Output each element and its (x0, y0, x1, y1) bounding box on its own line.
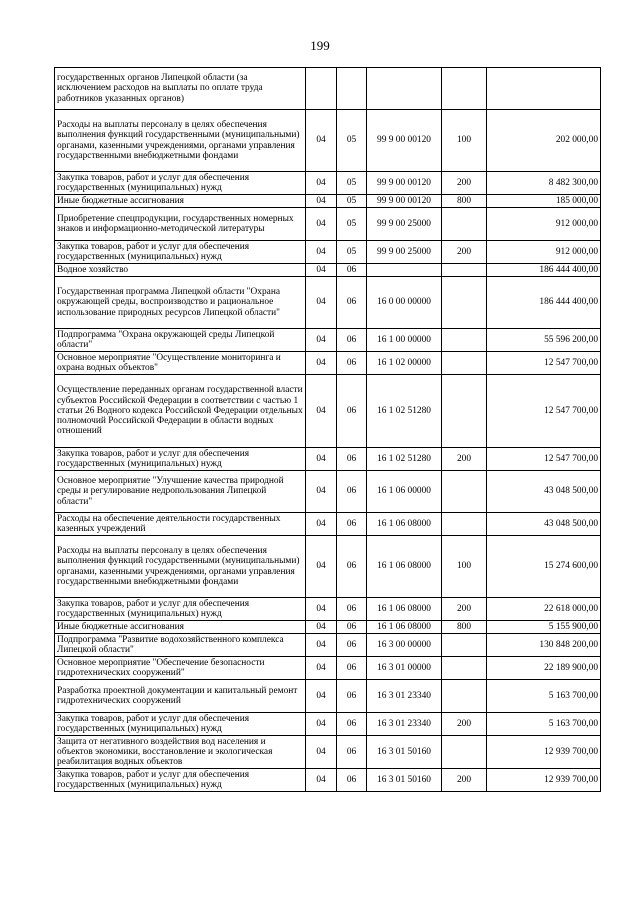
table-row (55, 598, 601, 621)
target-article-code: 16 1 06 08000 (367, 536, 442, 598)
amount (487, 68, 601, 110)
expense-name: Закупка товаров, работ и услуг для обеспечения государственных (муниципальных) нужд (55, 769, 306, 792)
subsection-code: 06 (337, 713, 367, 736)
expense-type-code (442, 513, 487, 536)
section-code: 04 (306, 621, 337, 634)
expense-type-code (442, 634, 487, 657)
section-code: 04 (306, 657, 337, 680)
subsection-code: 06 (337, 277, 367, 329)
amount: 12 939 700,00 (487, 736, 601, 769)
subsection-code: 06 (337, 634, 367, 657)
table-row (55, 621, 601, 634)
amount: 12 939 700,00 (487, 769, 601, 792)
target-article-code: 99 9 00 00120 (367, 110, 442, 172)
amount: 186 444 400,00 (487, 277, 601, 329)
amount: 55 596 200,00 (487, 329, 601, 352)
table-row (55, 736, 601, 769)
section-code: 04 (306, 634, 337, 657)
subsection-code: 06 (337, 657, 367, 680)
subsection-code: 06 (337, 598, 367, 621)
expense-name: Защита от негативного воздействия вод населения и объектов экономики, восстановление и экологическая реабилитация водных объектов (55, 736, 306, 769)
section-code: 04 (306, 352, 337, 375)
expense-name: Расходы на обеспечение деятельности государственных казенных учреждений (55, 513, 306, 536)
target-article-code: 16 3 01 23340 (367, 713, 442, 736)
expense-type-code (442, 68, 487, 110)
expense-name: государственных органов Липецкой области (за исключением расходов на выплаты по оплате труда работников указанных органов) (55, 68, 306, 110)
subsection-code: 06 (337, 513, 367, 536)
expense-type-code (442, 264, 487, 277)
expense-type-code (442, 680, 487, 713)
section-code: 04 (306, 448, 337, 471)
section-code: 04 (306, 513, 337, 536)
expense-name: Расходы на выплаты персоналу в целях обеспечения выполнения функций государственными (муниципальными) органами, казенными учреждениями, органами управления государственными внебюджетными фондами (55, 536, 306, 598)
section-code: 04 (306, 195, 337, 208)
table-row (55, 657, 601, 680)
section-code: 04 (306, 110, 337, 172)
expense-type-code: 800 (442, 621, 487, 634)
subsection-code: 06 (337, 736, 367, 769)
expense-name: Закупка товаров, работ и услуг для обеспечения государственных (муниципальных) нужд (55, 713, 306, 736)
section-code (306, 68, 337, 110)
table-row (55, 68, 601, 110)
expense-name: Разработка проектной документации и капитальный ремонт гидротехнических сооружений (55, 680, 306, 713)
section-code: 04 (306, 329, 337, 352)
expense-type-code (442, 375, 487, 448)
target-article-code: 16 1 02 00000 (367, 352, 442, 375)
subsection-code: 06 (337, 536, 367, 598)
subsection-code: 06 (337, 448, 367, 471)
expense-type-code (442, 736, 487, 769)
expense-name: Основное мероприятие "Обеспечение безопасности гидротехнических сооружений" (55, 657, 306, 680)
subsection-code: 06 (337, 375, 367, 448)
subsection-code: 05 (337, 208, 367, 241)
target-article-code: 99 9 00 00120 (367, 172, 442, 195)
expense-type-code: 200 (442, 713, 487, 736)
subsection-code: 06 (337, 471, 367, 513)
expense-name: Иные бюджетные ассигнования (55, 621, 306, 634)
table-row (55, 264, 601, 277)
expense-name: Водное хозяйство (55, 264, 306, 277)
table-row (55, 329, 601, 352)
amount: 43 048 500,00 (487, 513, 601, 536)
expense-name: Закупка товаров, работ и услуг для обеспечения государственных (муниципальных) нужд (55, 241, 306, 264)
table-row (55, 241, 601, 264)
amount: 22 189 900,00 (487, 657, 601, 680)
amount: 12 547 700,00 (487, 448, 601, 471)
target-article-code: 16 1 02 51280 (367, 375, 442, 448)
table-row (55, 110, 601, 172)
section-code: 04 (306, 736, 337, 769)
subsection-code (337, 68, 367, 110)
table-row (55, 713, 601, 736)
amount: 912 000,00 (487, 241, 601, 264)
subsection-code: 06 (337, 621, 367, 634)
expense-type-code: 200 (442, 769, 487, 792)
expense-type-code (442, 277, 487, 329)
expense-type-code (442, 471, 487, 513)
subsection-code: 06 (337, 769, 367, 792)
expense-name: Подпрограмма "Охрана окружающей среды Липецкой области" (55, 329, 306, 352)
expense-name: Закупка товаров, работ и услуг для обеспечения государственных (муниципальных) нужд (55, 172, 306, 195)
amount: 5 155 900,00 (487, 621, 601, 634)
expense-name: Закупка товаров, работ и услуг для обеспечения государственных (муниципальных) нужд (55, 598, 306, 621)
target-article-code: 16 3 01 23340 (367, 680, 442, 713)
expense-type-code: 800 (442, 195, 487, 208)
section-code: 04 (306, 375, 337, 448)
amount: 185 000,00 (487, 195, 601, 208)
section-code: 04 (306, 277, 337, 329)
table-row (55, 208, 601, 241)
expense-type-code: 200 (442, 241, 487, 264)
amount: 912 000,00 (487, 208, 601, 241)
target-article-code: 16 1 06 08000 (367, 621, 442, 634)
target-article-code: 16 0 00 00000 (367, 277, 442, 329)
target-article-code (367, 264, 442, 277)
target-article-code: 16 1 06 08000 (367, 598, 442, 621)
target-article-code (367, 68, 442, 110)
expense-name: Основное мероприятие "Улучшение качества природной среды и регулирование недропользования Липецкой области" (55, 471, 306, 513)
table-row (55, 195, 601, 208)
section-code: 04 (306, 208, 337, 241)
expense-type-code (442, 329, 487, 352)
subsection-code: 06 (337, 352, 367, 375)
subsection-code: 05 (337, 172, 367, 195)
expense-type-code: 200 (442, 448, 487, 471)
amount: 12 547 700,00 (487, 375, 601, 448)
table-row (55, 513, 601, 536)
table-row (55, 448, 601, 471)
section-code: 04 (306, 680, 337, 713)
section-code: 04 (306, 713, 337, 736)
expense-name: Осуществление переданных органам государственной власти субъектов Российской Федерации в соответствии с частью 1 статьи 26 Водного кодекса Российской Федерации отдельных полномочий Российской Федерации в области водных отношений (55, 375, 306, 448)
amount: 8 482 300,00 (487, 172, 601, 195)
amount: 5 163 700,00 (487, 713, 601, 736)
amount: 12 547 700,00 (487, 352, 601, 375)
table-row (55, 471, 601, 513)
target-article-code: 99 9 00 25000 (367, 241, 442, 264)
section-code: 04 (306, 471, 337, 513)
section-code: 04 (306, 241, 337, 264)
amount: 5 163 700,00 (487, 680, 601, 713)
section-code: 04 (306, 264, 337, 277)
table-row (55, 352, 601, 375)
table-row (55, 634, 601, 657)
amount: 130 848 200,00 (487, 634, 601, 657)
target-article-code: 16 1 06 08000 (367, 513, 442, 536)
subsection-code: 05 (337, 241, 367, 264)
amount: 22 618 000,00 (487, 598, 601, 621)
expense-type-code: 100 (442, 536, 487, 598)
subsection-code: 06 (337, 264, 367, 277)
target-article-code: 99 9 00 00120 (367, 195, 442, 208)
expense-type-code (442, 352, 487, 375)
expense-type-code: 100 (442, 110, 487, 172)
table-row (55, 680, 601, 713)
expense-name: Закупка товаров, работ и услуг для обеспечения государственных (муниципальных) нужд (55, 448, 306, 471)
table-row (55, 769, 601, 792)
subsection-code: 05 (337, 195, 367, 208)
expense-name: Приобретение спецпродукции, государственных номерных знаков и информационно-методической литературы (55, 208, 306, 241)
expense-name: Подпрограмма "Развитие водохозяйственного комплекса Липецкой области" (55, 634, 306, 657)
amount: 186 444 400,00 (487, 264, 601, 277)
amount: 43 048 500,00 (487, 471, 601, 513)
budget-table-body (55, 68, 601, 792)
subsection-code: 06 (337, 680, 367, 713)
table-row (55, 172, 601, 195)
target-article-code: 16 1 00 00000 (367, 329, 442, 352)
target-article-code: 16 1 06 00000 (367, 471, 442, 513)
table-row (55, 375, 601, 448)
target-article-code: 16 3 01 50160 (367, 769, 442, 792)
amount: 15 274 600,00 (487, 536, 601, 598)
expense-type-code: 200 (442, 598, 487, 621)
target-article-code: 16 3 01 50160 (367, 736, 442, 769)
section-code: 04 (306, 769, 337, 792)
section-code: 04 (306, 172, 337, 195)
amount: 202 000,00 (487, 110, 601, 172)
page-number: 199 (310, 38, 330, 53)
target-article-code: 16 1 02 51280 (367, 448, 442, 471)
subsection-code: 06 (337, 329, 367, 352)
section-code: 04 (306, 536, 337, 598)
expense-name: Иные бюджетные ассигнования (55, 195, 306, 208)
expense-name: Основное мероприятие "Осуществление мониторинга и охрана водных объектов" (55, 352, 306, 375)
table-row (55, 277, 601, 329)
expense-type-code (442, 657, 487, 680)
table-row (55, 536, 601, 598)
subsection-code: 05 (337, 110, 367, 172)
section-code: 04 (306, 598, 337, 621)
target-article-code: 16 3 00 00000 (367, 634, 442, 657)
target-article-code: 16 3 01 00000 (367, 657, 442, 680)
target-article-code: 99 9 00 25000 (367, 208, 442, 241)
expense-name: Расходы на выплаты персоналу в целях обеспечения выполнения функций государственными (муниципальными) органами, казенными учреждениями, органами управления государственными внебюджетными фондами (55, 110, 306, 172)
expense-name: Государственная программа Липецкой области "Охрана окружающей среды, воспроизводство и рациональное использование природных ресурсов Липецкой области" (55, 277, 306, 329)
expense-type-code: 200 (442, 172, 487, 195)
budget-table (54, 67, 601, 792)
expense-type-code (442, 208, 487, 241)
